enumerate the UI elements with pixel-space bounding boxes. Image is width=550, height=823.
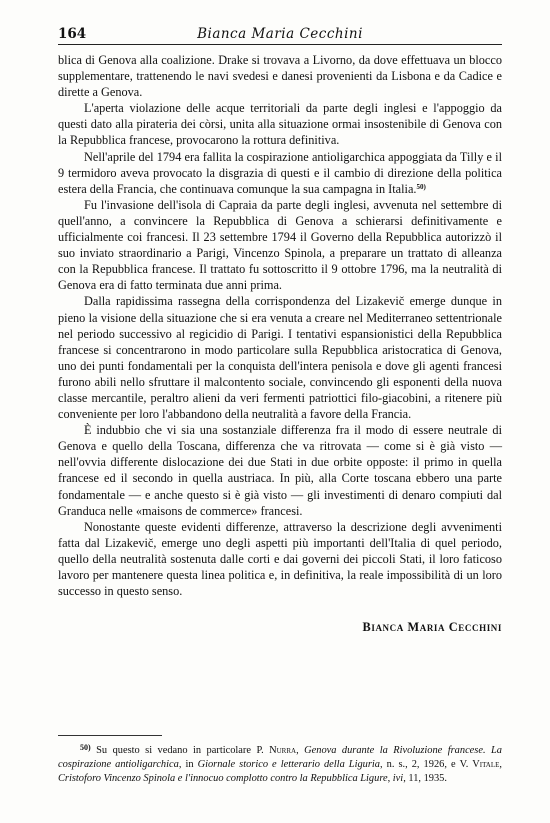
body-text <box>58 52 502 635</box>
footnote-segment: , <box>499 759 503 771</box>
footnote-segment: , 11, 1935. <box>403 773 447 785</box>
paragraph: blica di Genova alla coalizione. Drake si trovava a Livorno, da dove effettuava un blocco supplementare, trattenendo le navi svedesi e danesi provenienti da Lisbona e da Cadice e dirette a Genova. <box>58 53 502 100</box>
footnote-text <box>58 744 502 787</box>
footnote-segment: , <box>296 745 305 756</box>
footnote-reference: 50) <box>416 182 426 191</box>
footnote-segment: , <box>387 773 393 785</box>
footnote-journal: Giornale storico e letterario della Liguria <box>197 759 380 771</box>
footnote-author: P. Nurra <box>256 745 297 756</box>
author-signature: Bianca Maria Cecchini <box>362 620 502 635</box>
footnote-marker: 50) <box>80 743 91 752</box>
paragraph: Nonostante queste evidenti differenze, attraverso la descrizione degli avvenimenti fatta dal Lizakevič, emerge uno degli aspetti più importanti dell'Italia di quel periodo, quello della neutralità sostenuta dalle corti e dai governi dei piccoli Stati, il loro faticoso lavoro per mantenere questa linea politica e, in definitiva, la reale impossibilità di un loro successo in questo senso. <box>58 519 502 599</box>
running-head <box>58 26 502 45</box>
footnote <box>58 744 502 787</box>
footnote-work-title: Cristoforo Vincenzo Spinola e l'innocuo complotto contro la Repubblica Ligure <box>58 773 388 785</box>
footnote-segment: , n. s., 2, 1926, e <box>379 759 460 771</box>
paragraph: Dalla rapidissima rassegna della corrispondenza del Lizakevič emerge dunque in pieno la visione della situazione che si era venuta a creare nel Mediterraneo settentrionale nel periodo successivo al regicidio di Parigi. I tentativi espansionistici della Repubblica francese si concentrarono in modo particolare sulla Repubblica aristocratica di Genova, uno dei punti fondamentali per la conquista dell'intera penisola e dove gli agenti francesi furono abili nello sfruttare il malcontento sociale, convincendo gli esponenti della nuova classe mercantile, peraltro alieni da veri fermenti patriottici filo-giacobini, a ritenere più conveniente per loro l'abbandono della neutralità a favore della Francia. <box>58 294 502 422</box>
running-title: Bianca Maria Cecchini <box>197 26 363 42</box>
footnote-journal: ivi <box>392 773 404 785</box>
paragraph: È indubbio che vi sia una sostanziale differenza fra il modo di essere neutrale di Genova e quello della Toscana, differenza che va ritrovata — come si è già visto — nell'ovvia differente dislocazione dei due Stati in due orbite opposte: il primo in quella francese ed il secondo in quella austriaca. In più, alla Corte toscana ebbero una parte fondamentale — e anche questo si è già visto — gli investimenti di denaro compiuti dal Granduca nelle «maisons de commerce» francesi. <box>58 423 502 518</box>
footnote-segment: , in <box>178 759 198 771</box>
footnote-author: V. Vitale <box>459 759 500 771</box>
footnote-segment: Su questo si vedano in particolare <box>96 745 257 756</box>
paragraph-text: Nell'aprile del 1794 era fallita la cospirazione antioligarchica appoggiata da Tilly e il 9 termidoro aveva provocato la disgrazia di questi e il cambio di direzione della politica estera della Francia, che continuava comunque la sua campagna in Italia. <box>58 149 502 196</box>
page-number: 164 <box>58 26 87 42</box>
footnote-work-title: Genova durante la Rivoluzione francese. La cospirazione antioligarchica <box>58 745 502 771</box>
paragraph <box>58 149 502 197</box>
footnote-rule <box>58 735 162 736</box>
paragraph: Fu l'invasione dell'isola di Capraia da parte degli inglesi, avvenuta nel settembre di quell'anno, a convincere la Repubblica di Genova a schierarsi definitivamente e ufficialmente coi francesi. Il 23 settembre 1794 il Governo della Repubblica autorizzò il suo inviato straordinario a Parigi, Vincenzo Spinola, a preparare un trattato di alleanza con la Repubblica francese. Il trattato fu sottoscritto il 9 ottobre 1796, ma la neutralità di Genova era di fatto terminata due anni prima. <box>58 197 502 293</box>
paragraph: L'aperta violazione delle acque territoriali da parte degli inglesi e l'appoggio da questi dato alla pirateria dei còrsi, unita alla situazione ormai insostenibile di Genova con la Repubblica francese, provocarono la rottura definitiva. <box>58 101 502 148</box>
